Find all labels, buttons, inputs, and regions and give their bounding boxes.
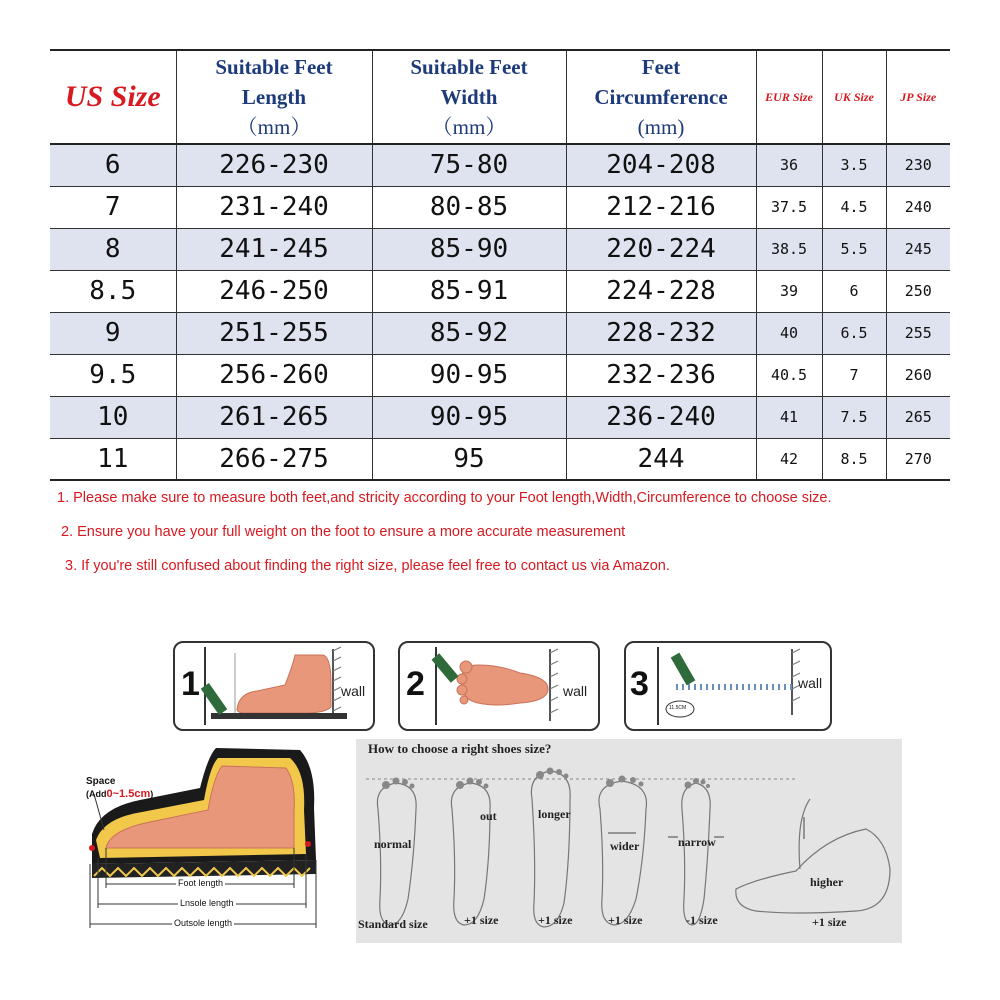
table-row: [50, 270, 950, 312]
table-row: [50, 396, 950, 438]
space-label: Space: [86, 776, 116, 787]
header-uk-size: UK Size: [822, 50, 886, 144]
table-row: [50, 312, 950, 354]
foot-size-normal: Standard size: [358, 917, 428, 931]
uk-size-cell: 4.5: [822, 186, 886, 228]
feet-length-cell: 241-245: [176, 228, 372, 270]
feet-circumference-cell: 212-216: [566, 186, 756, 228]
step-2-panel: [398, 641, 600, 731]
feet-length-cell: 231-240: [176, 186, 372, 228]
eur-size-cell: 41: [756, 396, 822, 438]
feet-circumference-cell: 224-228: [566, 270, 756, 312]
note-1: 1. Please make sure to measure both feet,and stricity according to your Foot length,Width,Circumference to choose size.: [57, 490, 832, 506]
foot-label-higher: higher: [810, 875, 844, 889]
foot-size-narrow: -1 size: [686, 913, 718, 927]
step-1-panel: [173, 641, 375, 731]
uk-size-cell: 6.5: [822, 312, 886, 354]
foot-size-out: +1 size: [464, 913, 499, 927]
eur-size-cell: 40.5: [756, 354, 822, 396]
header-feet-length: Suitable Feet Length （mm）: [176, 50, 372, 144]
step-number: 3: [630, 665, 649, 703]
feet-length-cell: 251-255: [176, 312, 372, 354]
size-chart-table: [50, 49, 950, 481]
uk-size-cell: 7: [822, 354, 886, 396]
foot-size-higher: +1 size: [812, 915, 847, 929]
step-number: 1: [181, 665, 200, 703]
jp-size-cell: 270: [886, 438, 950, 480]
header-us-size: US Size: [50, 50, 176, 144]
feet-length-cell: 261-265: [176, 396, 372, 438]
jp-size-cell: 245: [886, 228, 950, 270]
feet-circumference-cell: 228-232: [566, 312, 756, 354]
foot-length-label: Foot length: [178, 878, 224, 888]
note-2: 2. Ensure you have your full weight on the foot to ensure a more accurate measurement: [61, 524, 626, 540]
step-number: 2: [406, 665, 425, 703]
jp-size-cell: 250: [886, 270, 950, 312]
eur-size-cell: 42: [756, 438, 822, 480]
table-row: [50, 144, 950, 186]
eur-size-cell: 37.5: [756, 186, 822, 228]
feet-width-cell: 85-91: [372, 270, 566, 312]
feet-circumference-cell: 220-224: [566, 228, 756, 270]
foot-label-longer: longer: [538, 807, 571, 821]
header-feet-circumference: Feet Circumference (mm): [566, 50, 756, 144]
uk-size-cell: 3.5: [822, 144, 886, 186]
eur-size-cell: 38.5: [756, 228, 822, 270]
header-jp-size: JP Size: [886, 50, 950, 144]
feet-width-cell: 90-95: [372, 396, 566, 438]
table-row: [50, 438, 950, 480]
feet-width-cell: 95: [372, 438, 566, 480]
feet-width-cell: 85-90: [372, 228, 566, 270]
us-size-cell: 8.5: [50, 270, 176, 312]
foot-shape-guide: [356, 739, 902, 943]
wall-label: wall: [798, 675, 823, 691]
foot-label-wider: wider: [610, 839, 640, 853]
foot-label-normal: normal: [374, 837, 412, 851]
us-size-cell: 6: [50, 144, 176, 186]
feet-length-cell: 266-275: [176, 438, 372, 480]
jp-size-cell: 265: [886, 396, 950, 438]
step-3-panel: [624, 641, 832, 731]
uk-size-cell: 5.5: [822, 228, 886, 270]
table-row: [50, 228, 950, 270]
jp-size-cell: 240: [886, 186, 950, 228]
us-size-cell: 7: [50, 186, 176, 228]
feet-circumference-cell: 236-240: [566, 396, 756, 438]
eur-size-cell: 40: [756, 312, 822, 354]
header-eur-size: EUR Size: [756, 50, 822, 144]
guide-title: How to choose a right shoes size?: [368, 741, 552, 756]
eur-size-cell: 39: [756, 270, 822, 312]
shoe-space-diagram: [80, 748, 330, 948]
uk-size-cell: 7.5: [822, 396, 886, 438]
foot-label-narrow: narrow: [678, 835, 716, 849]
feet-circumference-cell: 232-236: [566, 354, 756, 396]
foot-size-longer: +1 size: [538, 913, 573, 927]
table-row: [50, 354, 950, 396]
us-size-cell: 10: [50, 396, 176, 438]
feet-width-cell: 75-80: [372, 144, 566, 186]
us-size-cell: 9.5: [50, 354, 176, 396]
wall-label: wall: [341, 683, 366, 699]
foot-label-out: out: [480, 809, 497, 823]
note-3: 3. If you're still confused about finding the right size, please feel free to contact us via Amazon.: [65, 558, 670, 574]
feet-length-cell: 256-260: [176, 354, 372, 396]
jp-size-cell: 230: [886, 144, 950, 186]
feet-width-cell: 85-92: [372, 312, 566, 354]
header-feet-width: Suitable Feet Width （mm）: [372, 50, 566, 144]
wall-label: wall: [563, 683, 588, 699]
feet-length-cell: 246-250: [176, 270, 372, 312]
us-size-cell: 8: [50, 228, 176, 270]
table-header-row: [50, 50, 950, 144]
feet-circumference-cell: 204-208: [566, 144, 756, 186]
outsole-length-label: Outsole length: [174, 918, 233, 928]
eur-size-cell: 36: [756, 144, 822, 186]
insole-length-label: Lnsole length: [180, 898, 234, 908]
table-row: [50, 186, 950, 228]
measurement-tag: 11.5CM: [669, 705, 687, 711]
uk-size-cell: 6: [822, 270, 886, 312]
jp-size-cell: 255: [886, 312, 950, 354]
jp-size-cell: 260: [886, 354, 950, 396]
us-size-cell: 9: [50, 312, 176, 354]
feet-circumference-cell: 244: [566, 438, 756, 480]
feet-width-cell: 90-95: [372, 354, 566, 396]
us-size-cell: 11: [50, 438, 176, 480]
uk-size-cell: 8.5: [822, 438, 886, 480]
feet-length-cell: 226-230: [176, 144, 372, 186]
foot-size-wider: +1 size: [608, 913, 643, 927]
feet-width-cell: 80-85: [372, 186, 566, 228]
space-add-label: (Add0~1.5cm): [86, 788, 154, 800]
